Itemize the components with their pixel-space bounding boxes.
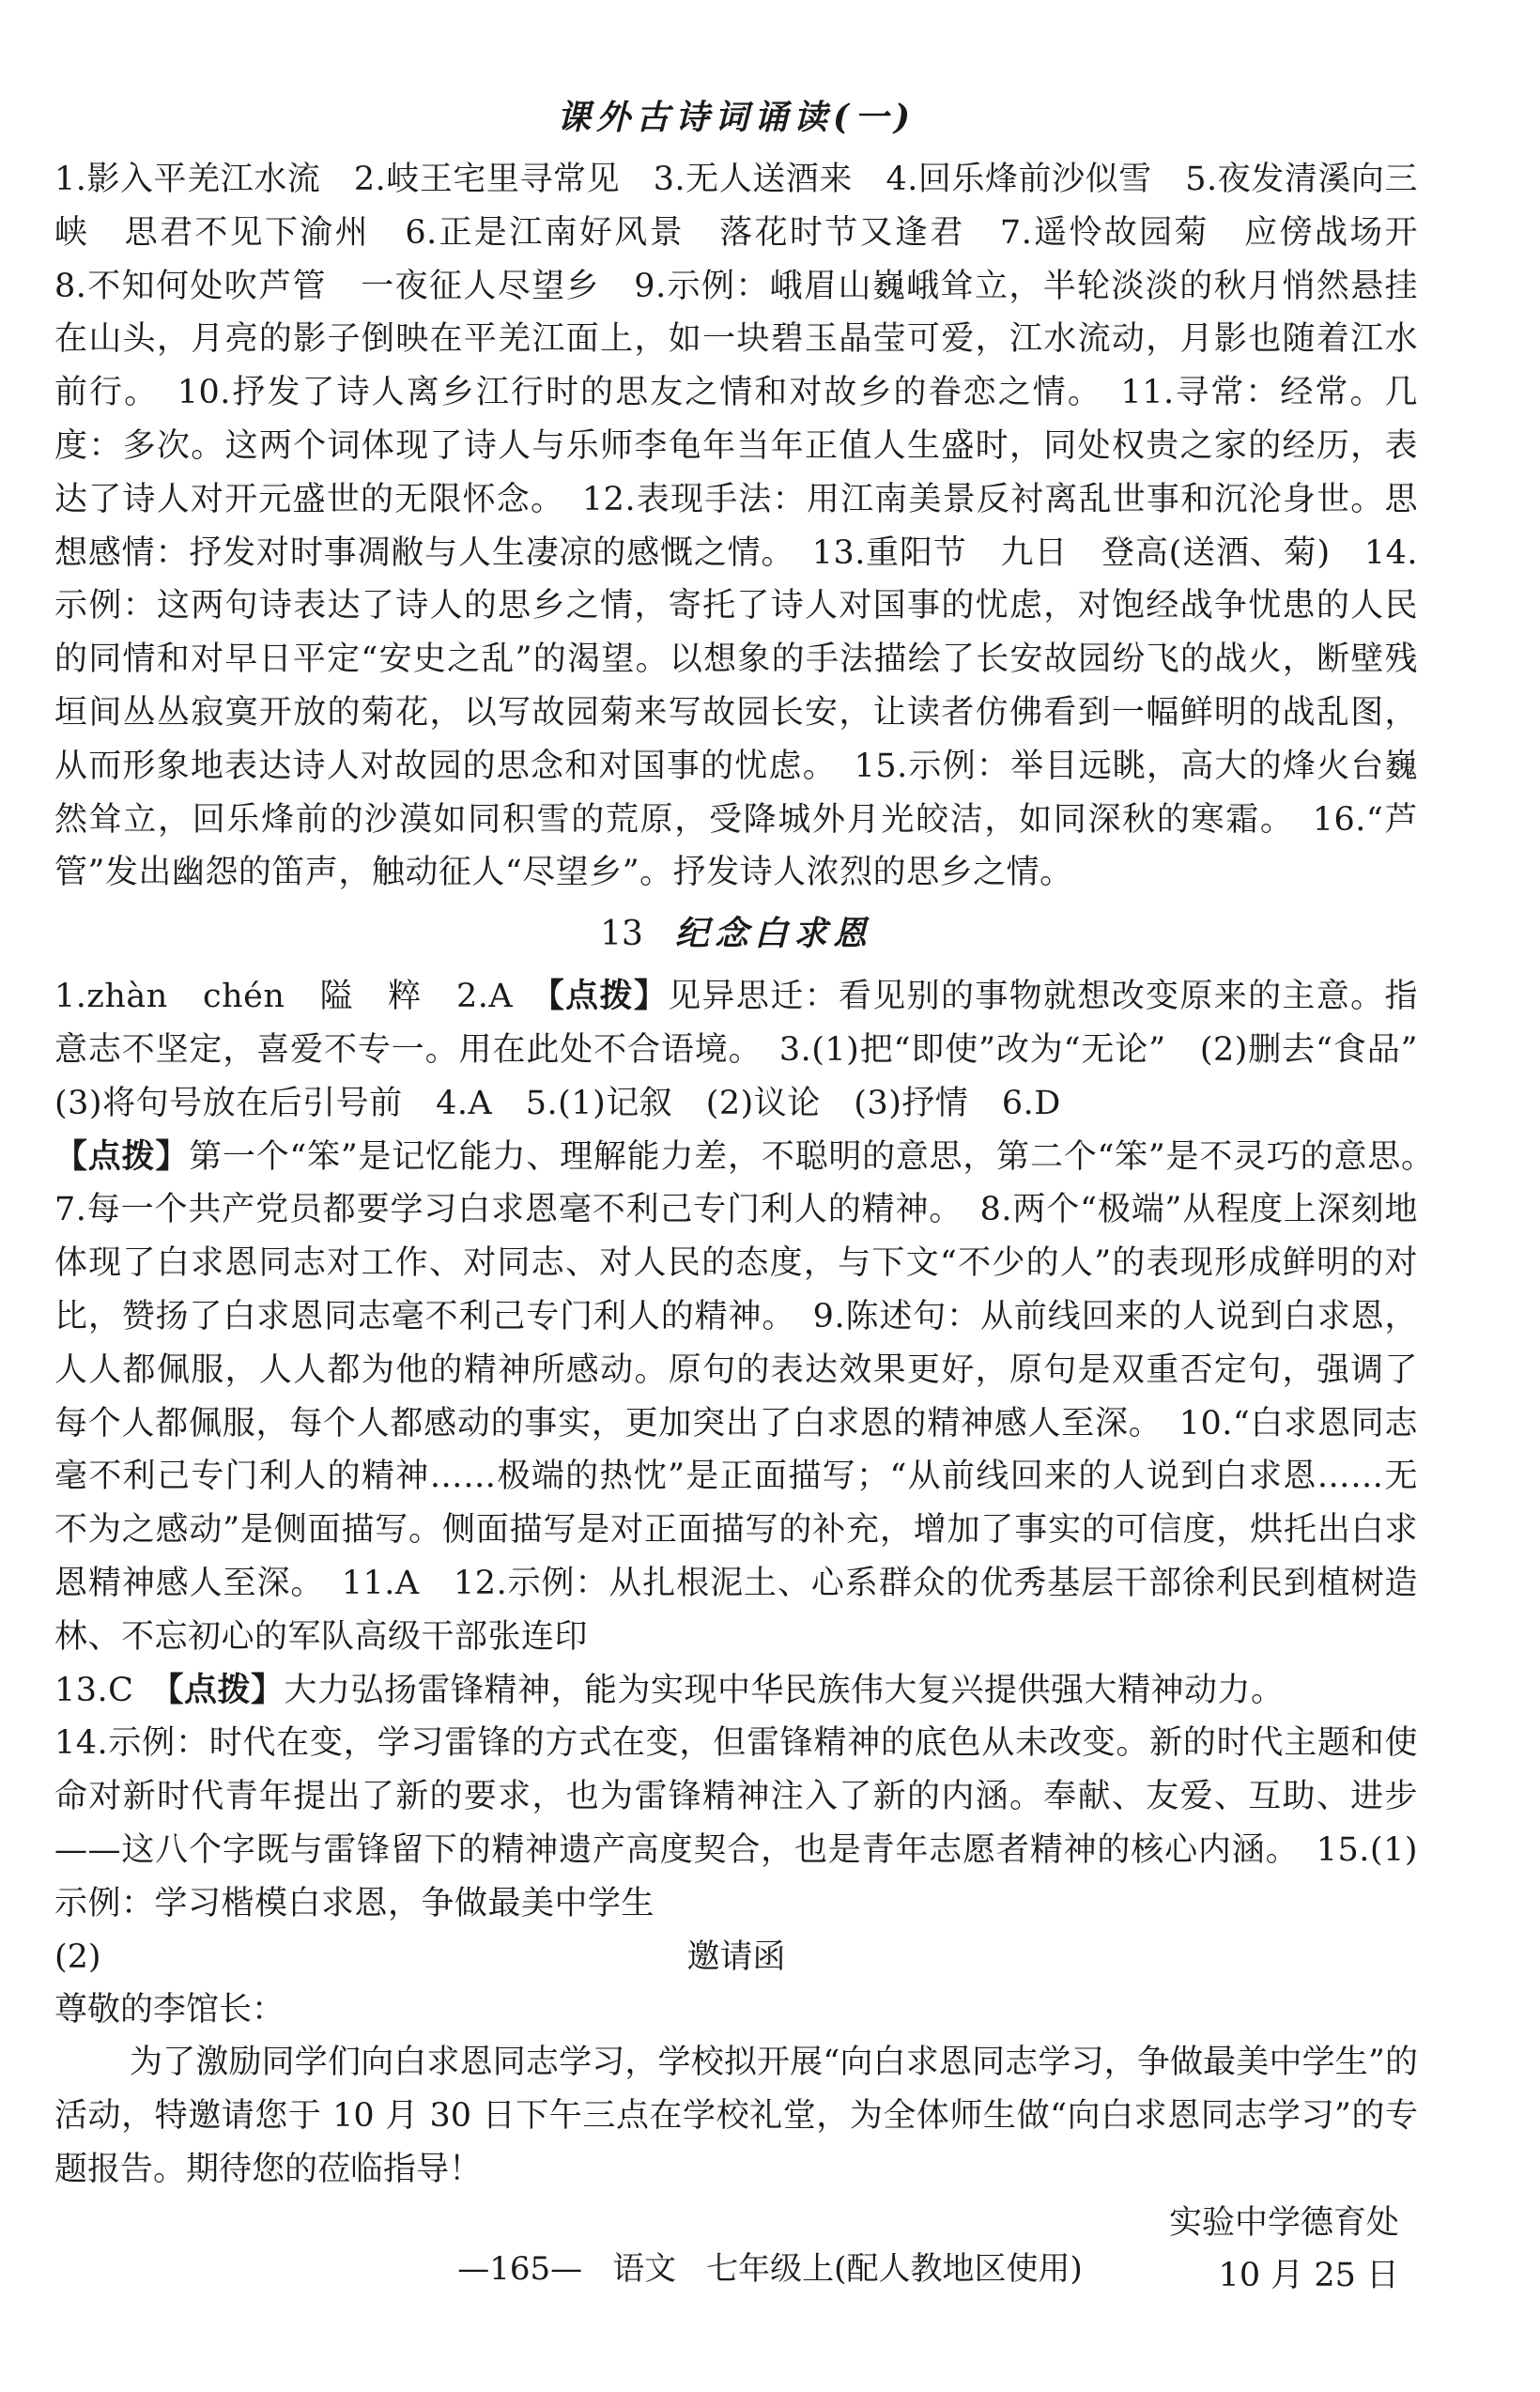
bethune-answers-3: 14.示例：时代在变，学习雷锋的方式在变，但雷锋精神的底色从未改变。新的时代主题和使命对新时代青年提出了新的要求，也为雷锋精神注入了新的内涵。奉献、友爱、互助、进步——这八个字既与雷锋留下的精神遗产高度契合，也是青年志愿者精神的核心内涵。 15.(1)示例：学习楷模白求恩，争做最美中学生 [54, 1724, 1418, 1922]
hint-tag: 【点拨】 [166, 1670, 285, 1709]
invitation-body: 为了激励同学们向白求恩同志学习，学校拟开展“向白求恩同志学习，争做最美中学生”的活动，特邀请您于 10 月 30 日下午三点在学校礼堂，为全体师生做“向白求恩同志学习”的专题报告。期待您的莅临指导！ [54, 2043, 1418, 2188]
section-poems-answers: 1.影入平羌江水流 2.岐王宅里寻常见 3.无人送酒来 4.回乐烽前沙似雪 5.夜发清溪向三峡 思君不见下渝州 6.正是江南好风景 落花时节又逢君 7.遥怜故园菊 应傍战场开 8.不知何处吹芦管 一夜征人尽望乡 9.示例：峨眉山巍峨耸立，半轮淡淡的秋月悄然悬挂在山头，月亮的影子倒映在平羌江面上，如一块碧玉晶莹可爱，江水流动，月影也随着江水前行。 10.抒发了诗人离乡江行时的思友之情和对故乡的眷恋之情。 11.寻常：经常。几度：多次。这两个词体现了诗人与乐师李龟年当年正值人生盛时，同处权贵之家的经历，表达了诗人对开元盛世的无限怀念。 12.表现手法：用江南美景反衬离乱世事和沉沦身世。思想感情：抒发对时事凋敝与人生凄凉的感慨之情。 13.重阳节 九日 登高(送酒、菊) 14.示例：这两句诗表达了诗人的思乡之情，寄托了诗人对国事的忧虑，对饱经战争忧患的人民的同情和对早日平定“安史之乱”的渴望。以想象的手法描绘了长安故园纷飞的战火，断壁残垣间丛丛寂寞开放的菊花，以写故园菊来写故园长安，让读者仿佛看到一幅鲜明的战乱图，从而形象地表达诗人对故园的思念和对国事的忧虑。 15.示例：举目远眺，高大的烽火台巍然耸立，回乐烽前的沙漠如同积雪的荒原，受降城外月光皎洁，如同深秋的寒霜。 16.“芦管”发出幽怨的笛声，触动征人“尽望乡”。抒发诗人浓烈的思乡之情。 [54, 161, 1452, 892]
section-title-poems [54, 89, 1418, 146]
section-title-text: 课外古诗词诵读(一) [556, 98, 916, 137]
page-footer [0, 2243, 1540, 2289]
invitation-date: 10 月 25 日 [1218, 2256, 1399, 2294]
answer-text: 13.C [54, 1671, 167, 1709]
invitation-title: 邀请函 [686, 1937, 786, 1976]
hint-tag: 【点拨】 [54, 1136, 190, 1176]
bethune-answers-2 [54, 1664, 1418, 1718]
answer-text: 1.zhàn chén 隘 粹 2.A [54, 978, 548, 1016]
lesson-title: 纪念白求恩 [674, 914, 872, 954]
invitation-header [54, 1931, 1418, 1983]
footer-grade: 七年级上(配人教地区使用) [706, 2250, 1083, 2288]
lesson-number: 13 [600, 915, 643, 954]
answer-text: 见异思迁：看见别的事物就想改变原来的主意。指意志不坚定，喜爱不专一。用在此处不合语境。 3.(1)把“即使”改为“无论” (2)删去“食品” (3)将句号放在后引号前 4.A 5.(1)记叙 (2)议论 (3)抒情 6.D [54, 978, 1452, 1122]
page-number: —165— [457, 2250, 583, 2288]
hint-tag: 【点拨】 [547, 977, 669, 1016]
footer-subject: 语文 [612, 2250, 677, 2288]
invitation-sender: 实验中学德育处 [1168, 2203, 1399, 2242]
item-number: (2) [54, 1937, 101, 1976]
bethune-answers-1 [54, 970, 1452, 1663]
answer-text: 大力弘扬雷锋精神，能为实现中华民族伟大复兴提供强大精神动力。 [284, 1671, 1285, 1709]
section-title-bethune [54, 905, 1418, 963]
answer-text: 第一个“笨”是记忆能力、理解能力差，不聪明的意思，第二个“笨”是不灵巧的意思。 7.每一个共产党员都要学习白求恩毫不利己专门利人的精神。 8.两个“极端”从程度上深刻地体现了白求恩同志对工作、对同志、对人民的态度，与下文“不少的人”的表现形成鲜明的对比，赞扬了白求恩同志毫不利己专门利人的精神。 9.陈述句：从前线回来的人说到白求恩，人人都佩服，人人都为他的精神所感动。原句的表达效果更好，原句是双重否定句，强调了每个人都佩服，每个人都感动的事实，更加突出了白求恩的精神感人至深。 10.“白求恩同志毫不利己专门利人的精神……极端的热忱”是正面描写；“从前线回来的人说到白求恩……无不为之感动”是侧面描写。侧面描写是对正面描写的补充，增加了事实的可信度，烘托出白求恩精神感人至深。 11.A 12.示例：从扎根泥土、心系群众的优秀基层干部徐利民到植树造林、不忘初心的军队高级干部张连印 [54, 1137, 1452, 1656]
invitation-greeting: 尊敬的李馆长： [54, 1990, 285, 2029]
